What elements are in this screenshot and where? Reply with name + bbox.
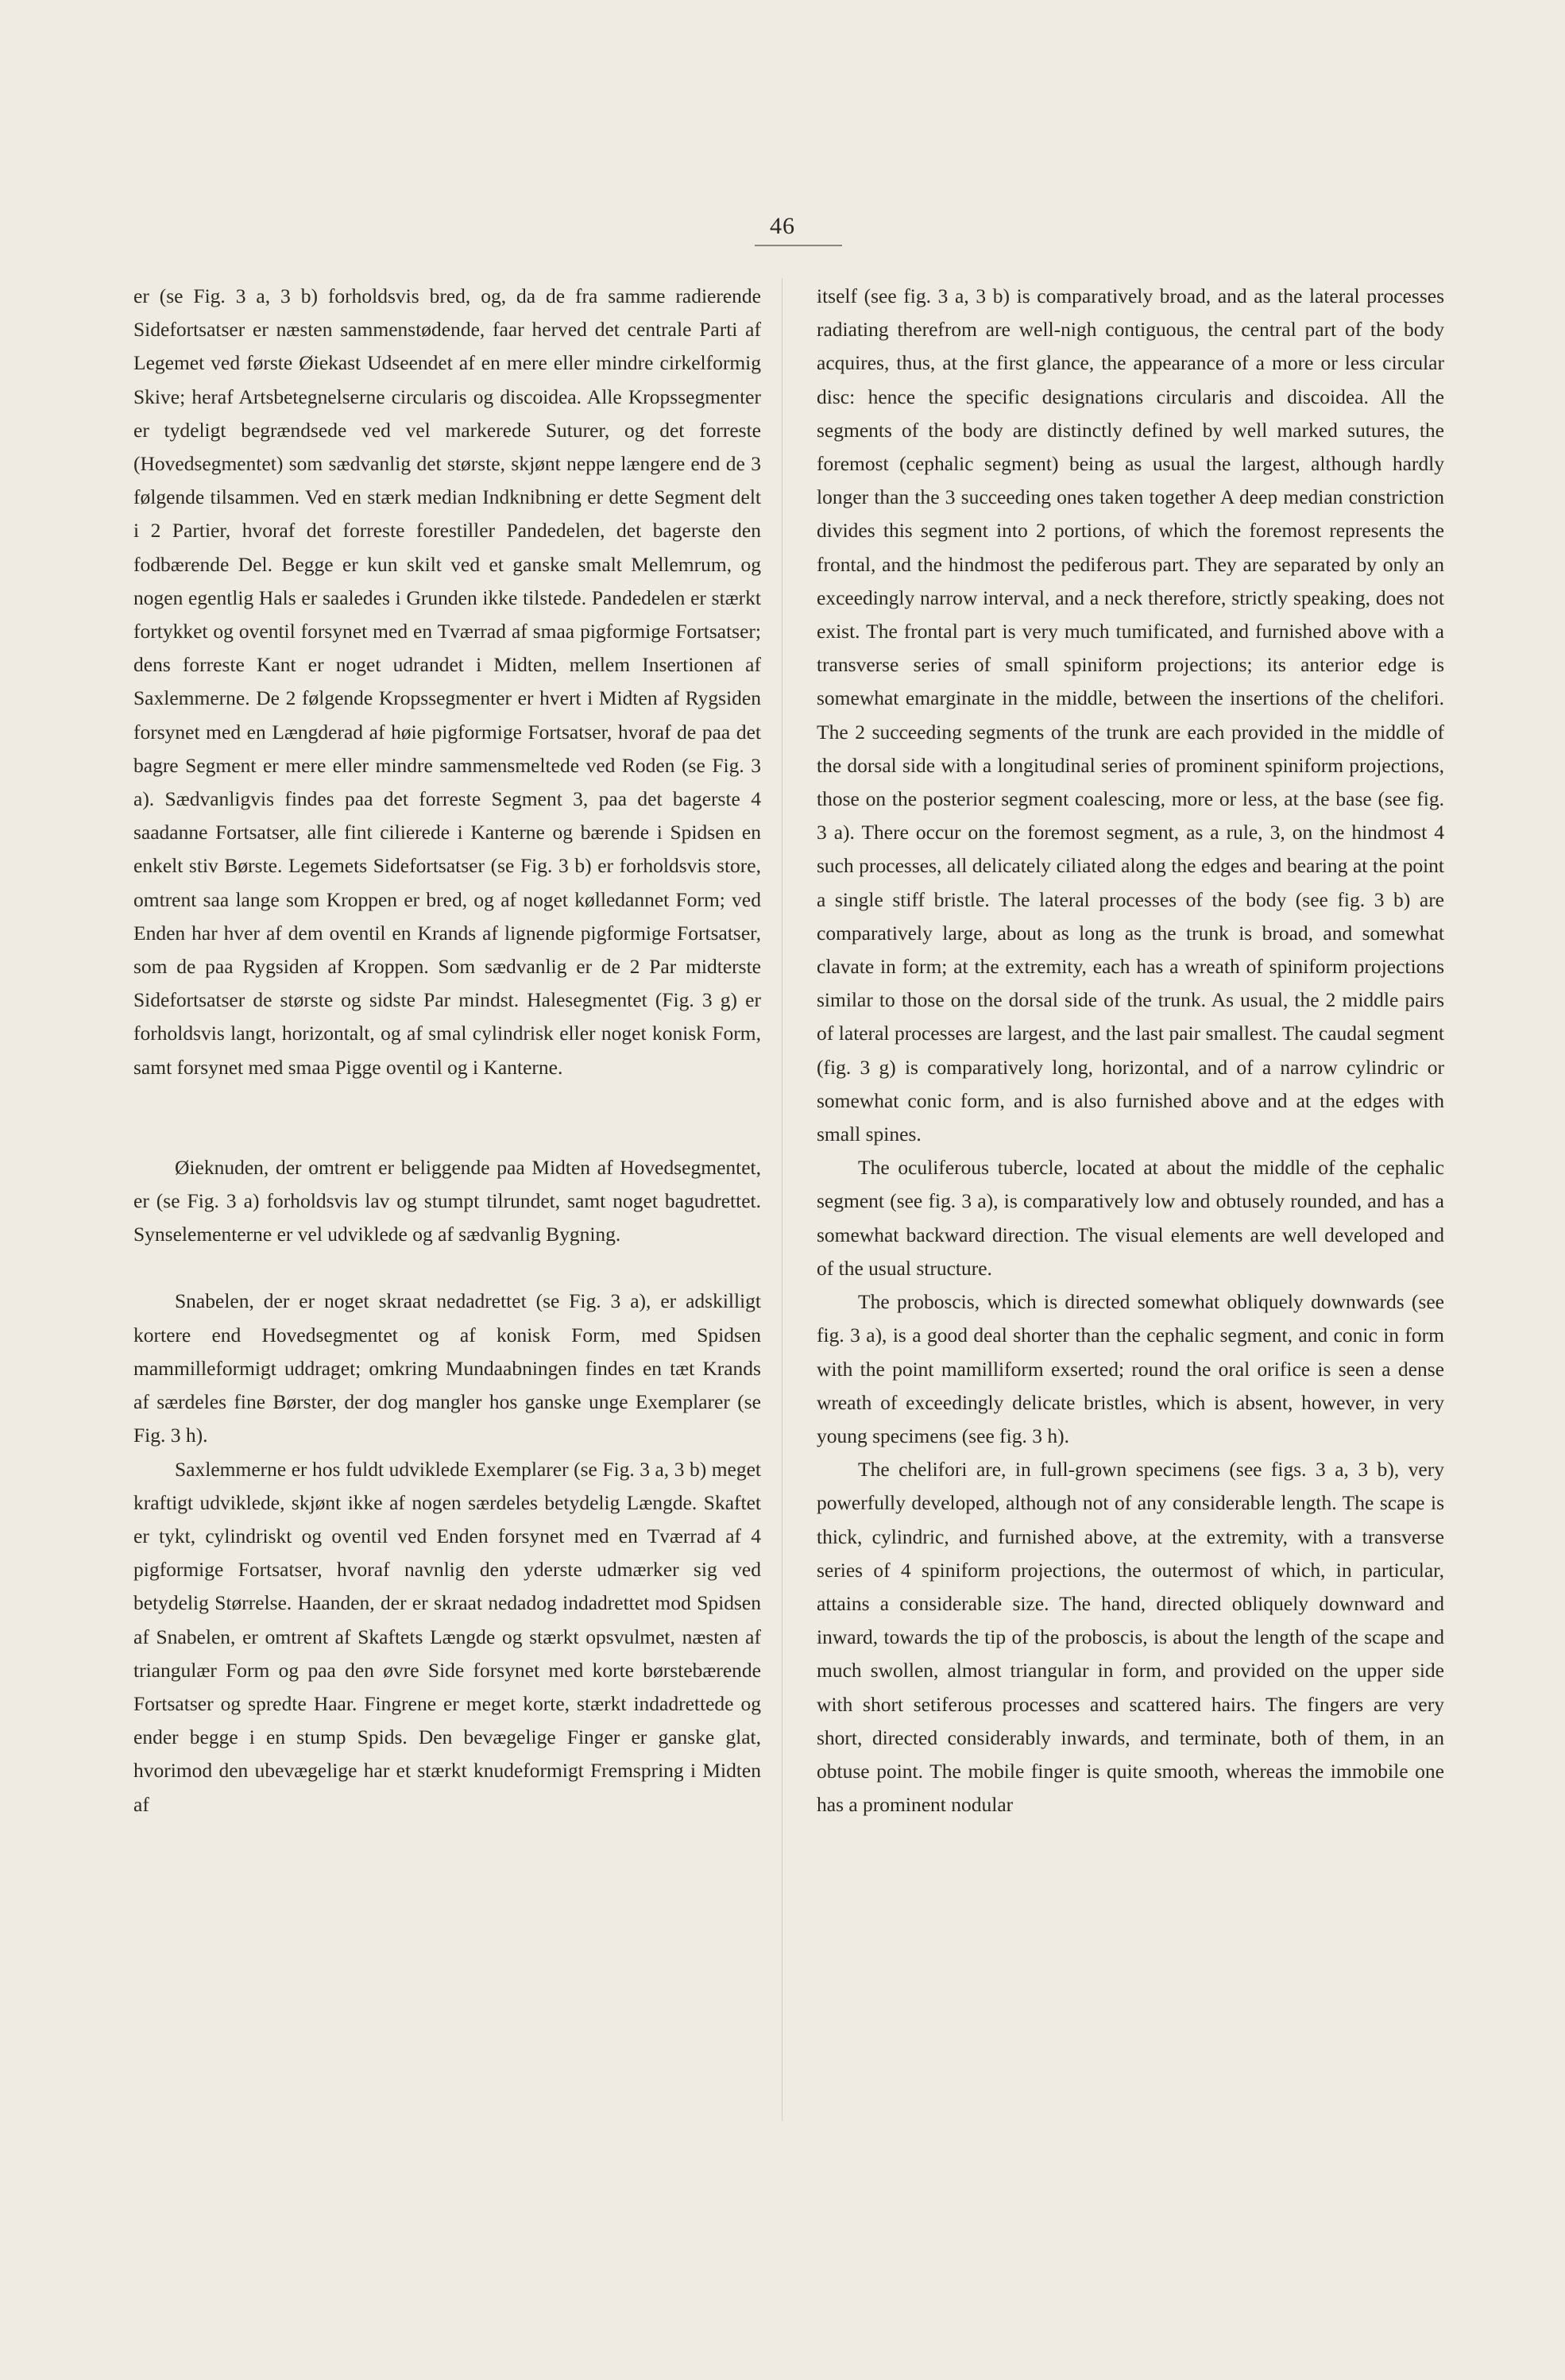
english-paragraph-eye-tubercle: The oculiferous tubercle, located at about the middle of the cephalic segment (see fig. 3 a), is comparatively low and obtusely rounded, and has a somewhat backward direction. The visual elements are well developed and of the usual structure.: [817, 1156, 1444, 1280]
danish-paragraph-eye-tubercle: Øieknuden, der omtrent er beliggende paa Midten af Hovedsegmentet, er (se Fig. 3 a) forholdsvis lav og stumpt tilrundet, samt noget bagudrettet. Synselementerne er vel udviklede og af sædvanlig Bygning.: [133, 1155, 761, 1246]
danish-paragraph-proboscis: Snabelen, der er noget skraat nedadrettet (se Fig. 3 a), er adskilligt kortere end Hovedsegmentet og af konisk Form, med Spidsen mammilleformigt uddraget; omkring Mundaabningen findes en tæt Krands af særdeles fine Børster, der dog mangler hos ganske unge Exemplarer (se Fig. 3 h).: [133, 1289, 761, 1447]
english-paragraph-chelifori: The chelifori are, in full-grown specimens (see figs. 3 a, 3 b), very powerfully developed, although not of any considerable length. The scape is thick, cylindric, and furnished above, at the extremity, with a transverse series of 4 spiniform projections, the outermost of which, in particular, attains a considerable size. The hand, directed obliquely downward and inward, towards the tip of the proboscis, is about the length of the scape and much swollen, almost triangular in form, and provided on the upper side with short setiferous processes and scattered hairs. The fingers are very short, directed considerably inwards, and terminate, both of them, in an obtuse point. The mobile finger is quite smooth, whereas the immobile one has a prominent nodular: [817, 1458, 1444, 1817]
english-column: [817, 280, 1444, 1822]
danish-paragraph-body: er (se Fig. 3 a, 3 b) forholdsvis bred, og, da de fra samme radierende Sidefortsatser er næsten sammenstødende, faar herved det centrale Parti af Legemet ved første Øiekast Udseendet af en mere eller mindre cirkelformig Skive; heraf Artsbetegnelserne circularis og discoidea. Alle Kropssegmenter er tydeligt begrændsede ved vel markerede Suturer, og det forreste (Hovedsegmentet) som sædvanlig det største, skjønt neppe længere end de 3 følgende tilsammen. Ved en stærk median Indknibning er dette Segment delt i 2 Partier, hvoraf det forreste forestiller Pandedelen, det bagerste den fodbærende Del. Begge er kun skilt ved et ganske smalt Mellemrum, og nogen egentlig Hals er saaledes i Grunden ikke tilstede. Pandedelen er stærkt fortykket og oventil forsynet med en Tværrad af smaa pigformige Fortsatser; dens forreste Kant er noget udrandet i Midten, mellem Insertionen af Saxlemmerne. De 2 følgende Kropssegmenter er hvert i Midten af Rygsiden forsynet med en Længderad af høie pigformige Fortsatser, hvoraf de paa det bagre Segment er mere eller mindre sammensmeltede ved Roden (se Fig. 3 a). Sædvanligvis findes paa det forreste Segment 3, paa det bagerste 4 saadanne Fortsatser, alle fint cilierede i Kanterne og bærende i Spidsen en enkelt stiv Børste. Legemets Sidefortsatser (se Fig. 3 b) er forholdsvis store, omtrent saa lange som Kroppen er bred, og af noget kølledannet Form; ved Enden har hver af dem oventil en Krands af lignende pigformige Fortsatser, som de paa Rygsiden af Kroppen. Som sædvanlig er de 2 Par midterste Sidefortsatser de største og sidste Par mindst. Halesegmentet (Fig. 3 g) er forholdsvis langt, horizontalt, og af smal cylindrisk eller noget konisk Form, samt forsynet med smaa Pigge oventil og i Kanterne.: [133, 284, 761, 1079]
header-rule: [755, 245, 842, 246]
danish-paragraph-chelifori: Saxlemmerne er hos fuldt udviklede Exemplarer (se Fig. 3 a, 3 b) meget kraftigt udviklede, skjønt ikke af nogen særdeles betydelig Længde. Skaftet er tykt, cylindriskt og oventil ved Enden forsynet med en Tværrad af 4 pigformige Fortsatser, hvoraf navnlig den yderste udmærker sig ved betydelig Størrelse. Haanden, der er skraat nedadog indadrettet mod Spidsen af Snabelen, er omtrent af Skaftets Længde og stærkt opsvulmet, næsten af triangulær Form og paa den øvre Side forsynet med korte børstebærende Fortsatser og spredte Haar. Fingrene er meget korte, stærkt indadrettede og ender begge i en stump Spids. Den bevægelige Finger er ganske glat, hvorimod den ubevægelige har et stærkt knudeformigt Fremspring i Midten af: [133, 1457, 761, 1816]
english-paragraph-proboscis: The proboscis, which is directed somewhat obliquely downwards (see fig. 3 a), is a good deal shorter than the cephalic segment, and conic in form with the point mamilliform exserted; round the oral orifice is seen a dense wreath of exceedingly delicate bristles, which is absent, however, in very young specimens (see fig. 3 h).: [817, 1290, 1444, 1447]
english-paragraph-body: itself (see fig. 3 a, 3 b) is comparatively broad, and as the lateral processes radiating therefrom are well-nigh contiguous, the central part of the body acquires, thus, at the first glance, the appearance of a more or less circular disc: hence the specific designations circularis and discoidea. All the segments of the body are distinctly defined by well marked sutures, the foremost (cephalic segment) being as usual the largest, although hardly longer than the 3 succeeding ones taken together A deep median constriction divides this segment into 2 portions, of which the foremost represents the frontal, and the hindmost the pediferous part. They are separated by only an exceedingly narrow interval, and a neck therefore, strictly speaking, does not exist. The frontal part is very much tumificated, and furnished above with a transverse series of small spiniform projections; its anterior edge is somewhat emarginate in the middle, between the insertions of the chelifori. The 2 succeeding segments of the trunk are each provided in the middle of the dorsal side with a longitudinal series of prominent spiniform projections, those on the posterior segment coalescing, more or less, at the base (see fig. 3 a). There occur on the foremost segment, as a rule, 3, on the hindmost 4 such processes, all delicately ciliated along the edges and bearing at the point a single stiff bristle. The lateral processes of the body (see fig. 3 b) are comparatively large, about as long as the trunk is broad, and somewhat clavate in form; at the extremity, each has a wreath of spiniform projections similar to those on the dorsal side of the trunk. As usual, the 2 middle pairs of lateral processes are largest, and the last pair smallest. The caudal segment (fig. 3 g) is comparatively long, horizontal, and of a narrow cylindric or somewhat conic form, and is also furnished above and at the edges with small spines.: [817, 284, 1444, 1146]
danish-column: [133, 280, 761, 1822]
page-number: 46: [770, 213, 795, 239]
